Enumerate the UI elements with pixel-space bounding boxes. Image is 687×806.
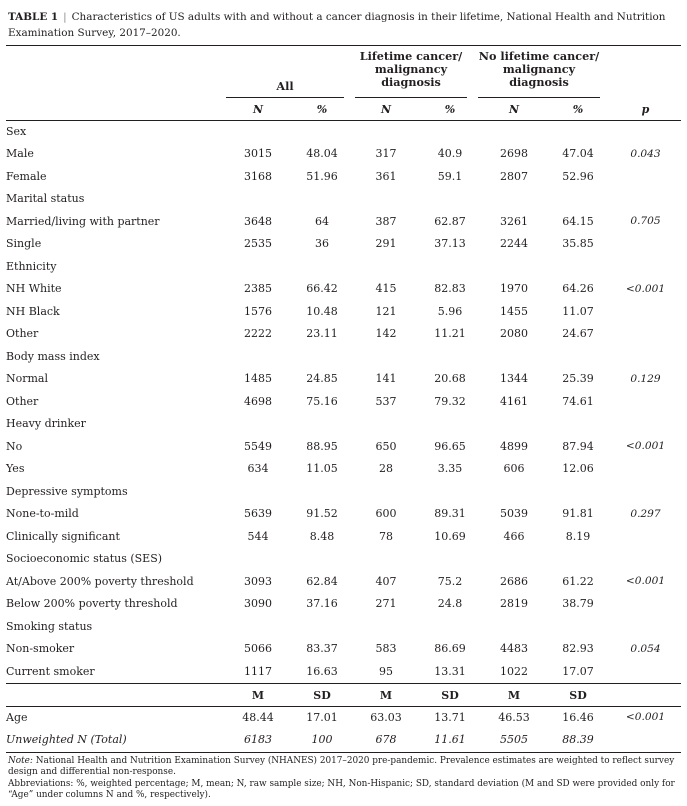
section-label: Sex bbox=[6, 124, 27, 138]
row-label: Unweighted N (Total) bbox=[6, 733, 127, 747]
cell-cancer-n: 415 bbox=[375, 282, 397, 296]
cell-p-value: 0.043 bbox=[630, 147, 661, 160]
table-row bbox=[6, 458, 681, 481]
cell-cancer-pct: 11.61 bbox=[434, 733, 466, 747]
cell-all-n: 634 bbox=[247, 462, 269, 476]
row-label: None-to-mild bbox=[6, 507, 79, 521]
row-label: Married/living with partner bbox=[6, 214, 160, 228]
cell-cancer-pct: 24.8 bbox=[437, 597, 463, 611]
cell-nocancer-n: 466 bbox=[503, 529, 525, 543]
row-label: Normal bbox=[6, 372, 49, 386]
cell-nocancer-pct: 12.06 bbox=[562, 462, 594, 476]
cell-all-n: 3648 bbox=[244, 214, 272, 228]
cell-p-value: <0.001 bbox=[625, 440, 666, 453]
cell-cancer-n: 121 bbox=[375, 304, 397, 318]
cell-all-pct: 23.11 bbox=[306, 327, 338, 341]
table-caption bbox=[8, 10, 680, 41]
cell-all-pct: 8.48 bbox=[309, 529, 335, 543]
cell-nocancer-n: 5039 bbox=[500, 507, 528, 521]
cell-all-pct: 24.85 bbox=[306, 372, 338, 386]
section-label: Marital status bbox=[6, 192, 85, 206]
mean-sd-header-row bbox=[6, 684, 681, 706]
table-row bbox=[6, 278, 681, 301]
cell-all-sd: 17.01 bbox=[306, 710, 338, 724]
table-row bbox=[6, 525, 681, 548]
row-label: NH White bbox=[6, 282, 62, 296]
section-header-row bbox=[6, 480, 681, 503]
cell-nocancer-pct: 8.19 bbox=[565, 529, 591, 543]
msd-header-cancer-sd: SD bbox=[441, 688, 459, 702]
cell-all-pct: 62.84 bbox=[306, 574, 338, 588]
section-label: Depressive symptoms bbox=[6, 484, 128, 498]
group-header-no-cancer: No lifetime cancer/ malignancy diagnosis bbox=[478, 49, 600, 89]
cell-nocancer-n: 2244 bbox=[500, 237, 528, 251]
cell-all-pct: 11.05 bbox=[306, 462, 338, 476]
table-row bbox=[6, 165, 681, 188]
cell-cancer-pct: 40.9 bbox=[437, 147, 463, 161]
cell-p-value: 0.297 bbox=[630, 507, 661, 520]
table-row bbox=[6, 210, 681, 233]
row-label: Single bbox=[6, 237, 42, 251]
cell-all-n: 1576 bbox=[244, 304, 272, 318]
cell-nocancer-pct: 24.67 bbox=[562, 327, 594, 341]
msd-header-all-m: M bbox=[251, 688, 265, 702]
section-label: Body mass index bbox=[6, 349, 100, 363]
cell-p-value bbox=[610, 233, 681, 256]
cell-all-pct: 100 bbox=[311, 733, 333, 747]
cell-cancer-pct: 59.1 bbox=[437, 169, 463, 183]
cell-cancer-n: 291 bbox=[375, 237, 397, 251]
table-row bbox=[6, 570, 681, 593]
cell-nocancer-n: 4899 bbox=[500, 439, 528, 453]
cell-all-n: 544 bbox=[247, 529, 269, 543]
cell-all-pct: 91.52 bbox=[306, 507, 338, 521]
cell-p-value bbox=[610, 390, 681, 413]
cell-nocancer-pct: 64.15 bbox=[562, 214, 594, 228]
cell-nocancer-n: 2698 bbox=[500, 147, 528, 161]
table-row bbox=[6, 300, 681, 323]
cell-cancer-n: 600 bbox=[375, 507, 397, 521]
group-header-cancer: Lifetime cancer/ malignancy diagnosis bbox=[359, 49, 463, 89]
table-row bbox=[6, 368, 681, 391]
row-label: NH Black bbox=[6, 304, 60, 318]
section-header-row bbox=[6, 255, 681, 278]
cell-cancer-n: 387 bbox=[375, 214, 397, 228]
cell-p-value: <0.001 bbox=[625, 711, 666, 724]
cell-p-value: 0.129 bbox=[630, 372, 661, 385]
cell-all-n: 3090 bbox=[244, 597, 272, 611]
col-header-p: p bbox=[641, 102, 650, 116]
cell-cancer-pct: 75.2 bbox=[437, 574, 463, 588]
msd-header-cancer-m: M bbox=[379, 688, 393, 702]
cell-cancer-pct: 96.65 bbox=[434, 439, 466, 453]
cell-cancer-n: 28 bbox=[379, 462, 393, 476]
cell-cancer-pct: 11.21 bbox=[434, 327, 466, 341]
table-row bbox=[6, 593, 681, 616]
cell-cancer-n: 407 bbox=[375, 574, 397, 588]
cell-nocancer-pct: 47.04 bbox=[562, 147, 594, 161]
cell-nocancer-n: 2686 bbox=[500, 574, 528, 588]
cell-all-pct: 36 bbox=[315, 237, 329, 251]
cell-cancer-n: 537 bbox=[375, 394, 397, 408]
cell-cancer-pct: 37.13 bbox=[434, 237, 466, 251]
cell-all-pct: 10.48 bbox=[306, 304, 338, 318]
cell-all-n: 1117 bbox=[244, 664, 272, 678]
cell-nocancer-pct: 25.39 bbox=[562, 372, 594, 386]
row-label: No bbox=[6, 439, 23, 453]
cell-p-value bbox=[610, 660, 681, 683]
row-label: Yes bbox=[6, 462, 25, 476]
cell-cancer-pct: 86.69 bbox=[434, 642, 466, 656]
cell-nocancer-sd: 16.46 bbox=[562, 710, 594, 724]
row-label: Male bbox=[6, 147, 34, 161]
section-label: Socioeconomic status (SES) bbox=[6, 552, 163, 566]
table-row bbox=[6, 143, 681, 166]
col-header-nocancer-n: N bbox=[508, 102, 520, 116]
table-row bbox=[6, 638, 681, 661]
cell-nocancer-pct: 88.39 bbox=[562, 733, 594, 747]
footnote-abbreviations: Abbreviations: %, weighted percentage; M, mean; N, raw sample size; NH, Non-Hispanic; SD, standard deviation (M and SD were provided only for “Age” under columns N and %, respectively). bbox=[8, 779, 675, 801]
section-header-row bbox=[6, 413, 681, 436]
col-header-cancer-n: N bbox=[380, 102, 392, 116]
cell-all-pct: 66.42 bbox=[306, 282, 338, 296]
cell-p-value: 0.705 bbox=[630, 215, 661, 228]
cell-cancer-pct: 10.69 bbox=[434, 529, 466, 543]
cell-p-value: <0.001 bbox=[625, 575, 666, 588]
col-header-nocancer-pct: % bbox=[572, 102, 584, 116]
cell-cancer-pct: 89.31 bbox=[434, 507, 466, 521]
col-header-all-pct: % bbox=[316, 102, 328, 116]
cell-all-n: 3168 bbox=[244, 169, 272, 183]
cell-cancer-n: 141 bbox=[375, 372, 397, 386]
cell-nocancer-pct: 91.81 bbox=[562, 507, 594, 521]
cell-cancer-n: 317 bbox=[375, 147, 397, 161]
cell-all-n: 6183 bbox=[244, 733, 272, 747]
table-row bbox=[6, 660, 681, 683]
table-row bbox=[6, 323, 681, 346]
table-row bbox=[6, 503, 681, 526]
cell-all-pct: 16.63 bbox=[306, 664, 338, 678]
cell-cancer-m: 63.03 bbox=[370, 710, 402, 724]
cell-p-value bbox=[610, 458, 681, 481]
cell-all-n: 5549 bbox=[244, 439, 272, 453]
row-label: Other bbox=[6, 394, 39, 408]
section-label: Ethnicity bbox=[6, 259, 57, 273]
table-label: TABLE 1 bbox=[8, 11, 59, 23]
cell-nocancer-n: 1455 bbox=[500, 304, 528, 318]
characteristics-table bbox=[6, 120, 681, 683]
section-header-row bbox=[6, 615, 681, 638]
cell-nocancer-n: 1022 bbox=[500, 664, 528, 678]
cell-nocancer-pct: 11.07 bbox=[562, 304, 594, 318]
cell-p-value bbox=[610, 165, 681, 188]
cell-all-pct: 37.16 bbox=[306, 597, 338, 611]
row-label: Female bbox=[6, 169, 47, 183]
cell-nocancer-pct: 82.93 bbox=[562, 642, 594, 656]
cell-cancer-sd: 13.71 bbox=[434, 710, 466, 724]
cell-cancer-pct: 13.31 bbox=[434, 664, 466, 678]
table-row bbox=[6, 233, 681, 256]
section-header-row bbox=[6, 120, 681, 143]
cell-all-pct: 83.37 bbox=[306, 642, 338, 656]
cell-nocancer-m: 46.53 bbox=[498, 710, 530, 724]
footnote-note bbox=[8, 756, 680, 779]
msd-header-all-sd: SD bbox=[313, 688, 331, 702]
cell-p-value: <0.001 bbox=[625, 282, 666, 295]
cell-all-n: 4698 bbox=[244, 394, 272, 408]
row-label: Non-smoker bbox=[6, 642, 75, 656]
cell-nocancer-pct: 52.96 bbox=[562, 169, 594, 183]
section-label: Heavy drinker bbox=[6, 417, 86, 431]
bottom-rule bbox=[6, 752, 681, 753]
cell-all-n: 3093 bbox=[244, 574, 272, 588]
section-header-row bbox=[6, 188, 681, 211]
table-row bbox=[6, 435, 681, 458]
cell-all-n: 5066 bbox=[244, 642, 272, 656]
section-header-row bbox=[6, 548, 681, 571]
cell-cancer-pct: 82.83 bbox=[434, 282, 466, 296]
cell-nocancer-n: 4161 bbox=[500, 394, 528, 408]
cell-nocancer-pct: 38.79 bbox=[562, 597, 594, 611]
row-label: Age bbox=[6, 710, 28, 724]
cell-cancer-n: 142 bbox=[375, 327, 397, 341]
caption-text: Characteristics of US adults with and without a cancer diagnosis in their lifetime, National Health and Nutrition Examination Survey, 2017–2020. bbox=[8, 11, 666, 39]
cell-all-n: 1485 bbox=[244, 372, 272, 386]
row-label: Clinically significant bbox=[6, 529, 120, 543]
cell-all-pct: 64 bbox=[315, 214, 329, 228]
cell-all-n: 2222 bbox=[244, 327, 272, 341]
cell-all-pct: 51.96 bbox=[306, 169, 338, 183]
cell-all-n: 2385 bbox=[244, 282, 272, 296]
cell-nocancer-pct: 64.26 bbox=[562, 282, 594, 296]
row-label: Current smoker bbox=[6, 664, 95, 678]
cell-cancer-n: 95 bbox=[379, 664, 393, 678]
cell-nocancer-pct: 17.07 bbox=[562, 664, 594, 678]
cell-all-pct: 48.04 bbox=[306, 147, 338, 161]
age-row bbox=[6, 706, 681, 729]
cell-nocancer-pct: 74.61 bbox=[562, 394, 594, 408]
cell-nocancer-n: 5505 bbox=[500, 733, 528, 747]
cell-all-pct: 88.95 bbox=[306, 439, 338, 453]
section-header-row bbox=[6, 345, 681, 368]
cell-nocancer-n: 4483 bbox=[500, 642, 528, 656]
row-label: Below 200% poverty threshold bbox=[6, 597, 178, 611]
caption-separator: | bbox=[63, 11, 67, 23]
cell-p-value bbox=[610, 525, 681, 548]
cell-cancer-n: 583 bbox=[375, 642, 397, 656]
cell-all-pct: 75.16 bbox=[306, 394, 338, 408]
col-header-cancer-pct: % bbox=[444, 102, 456, 116]
cell-cancer-n: 271 bbox=[375, 597, 397, 611]
cell-all-n: 5639 bbox=[244, 507, 272, 521]
cell-cancer-n: 361 bbox=[375, 169, 397, 183]
column-header-row bbox=[6, 98, 681, 120]
cell-cancer-pct: 62.87 bbox=[434, 214, 466, 228]
cell-cancer-pct: 20.68 bbox=[434, 372, 466, 386]
row-label: Other bbox=[6, 327, 39, 341]
cell-nocancer-pct: 87.94 bbox=[562, 439, 594, 453]
summary-table bbox=[6, 706, 681, 751]
cell-cancer-pct: 79.32 bbox=[434, 394, 466, 408]
note-label: Note: bbox=[8, 756, 33, 766]
cell-nocancer-n: 606 bbox=[503, 462, 525, 476]
group-header-all: All bbox=[276, 79, 294, 93]
cell-all-n: 2535 bbox=[244, 237, 272, 251]
row-label: At/Above 200% poverty threshold bbox=[6, 574, 194, 588]
cell-p-value bbox=[610, 729, 681, 752]
cell-nocancer-n: 1344 bbox=[500, 372, 528, 386]
cell-nocancer-pct: 35.85 bbox=[562, 237, 594, 251]
cell-p-value bbox=[610, 323, 681, 346]
cell-nocancer-n: 2807 bbox=[500, 169, 528, 183]
cell-cancer-pct: 5.96 bbox=[437, 304, 463, 318]
top-rule bbox=[6, 45, 681, 46]
cell-nocancer-n: 2080 bbox=[500, 327, 528, 341]
cell-all-m: 48.44 bbox=[242, 710, 274, 724]
total-row bbox=[6, 729, 681, 752]
cell-nocancer-n: 2819 bbox=[500, 597, 528, 611]
cell-p-value bbox=[610, 300, 681, 323]
msd-header-nocancer-sd: SD bbox=[569, 688, 587, 702]
note-text: National Health and Nutrition Examination Survey (NHANES) 2017–2020 pre-pandemic. Prevalence estimates are weighted to reflect survey design and differential non-response. bbox=[8, 756, 675, 778]
cell-nocancer-n: 3261 bbox=[500, 214, 528, 228]
cell-p-value bbox=[610, 593, 681, 616]
cell-nocancer-n: 1970 bbox=[500, 282, 528, 296]
section-label: Smoking status bbox=[6, 619, 93, 633]
col-header-all-n: N bbox=[252, 102, 264, 116]
cell-nocancer-pct: 61.22 bbox=[562, 574, 594, 588]
cell-p-value: 0.054 bbox=[630, 642, 661, 655]
cell-cancer-n: 78 bbox=[379, 529, 393, 543]
table-row bbox=[6, 390, 681, 413]
cell-cancer-pct: 3.35 bbox=[437, 462, 463, 476]
cell-all-n: 3015 bbox=[244, 147, 272, 161]
msd-header-nocancer-m: M bbox=[507, 688, 521, 702]
cell-cancer-n: 678 bbox=[375, 733, 397, 747]
cell-cancer-n: 650 bbox=[375, 439, 397, 453]
